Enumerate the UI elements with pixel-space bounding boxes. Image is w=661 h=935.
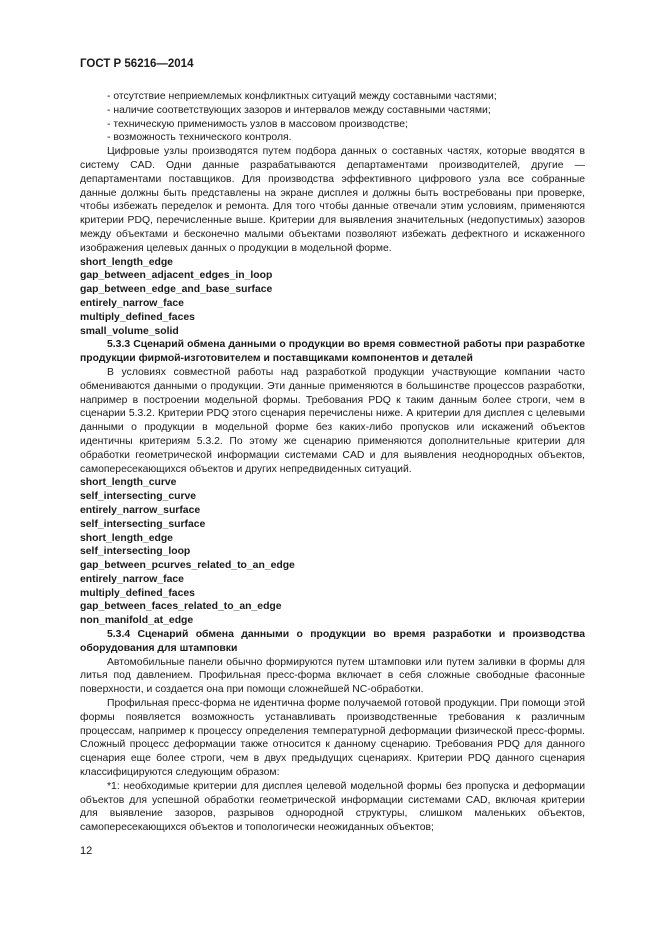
page-header: ГОСТ Р 56216—2014 (80, 58, 194, 70)
page-number: 12 (80, 845, 93, 857)
paragraph: В условиях совместной работы над разработкой продукции участвующие компании часто обмениваются данными о продукции. Эти данные применяются в большинстве процессов разработки, например в построении модельной формы. Требования PDQ к таким данным более строги, чем в сценарии 5.3.2. Критерии PDQ этого сценария перечислены ниже. А критерии для дисплея с целевыми данными о продукции в модельной форме без каких-либо пропусков или искажений объектов идентичны критериям 5.3.2. По этому же сценарию применяются дополнительные критерии для обработки геометрической информации системами CAD и для выявления неоднородных объектов, самопересекающихся объектов и других непредвиденных ситуаций. (80, 366, 585, 475)
criterion-item: gap_between_adjacent_edges_in_loop (80, 270, 273, 282)
criterion-item: entirely_narrow_surface (80, 504, 201, 516)
criterion-item: short_length_edge (80, 256, 173, 268)
criterion-item: self_intersecting_curve (80, 491, 197, 503)
list-item: - возможность технического контроля. (107, 132, 292, 144)
list-item: - техническую применимость узлов в массовом производстве; (107, 118, 408, 130)
paragraph: Цифровые узлы производятся путем подбора данных о составных частях, которые вводятся в систему CAD. Одни данные разрабатываются департаментами производителей, другие — департаментами поставщиков. Для производства эффективного цифрового узла все собранные данные должны быть представлены на экране дисплея и должны быть востребованы при проверке, чтобы избежать переделок и ремонта. Для того чтобы данные отвечали этим условиям, применяются критерии PDQ, перечисленные выше. Критерии для выявления значительных (недопустимых) зазоров между объектами и бесконечно малыми объектами позволяют избежать дефектного и искаженного изображения целевых данных о продукции в модельной форме. (80, 146, 585, 254)
criterion-item: entirely_narrow_face (80, 573, 184, 585)
criterion-item: gap_between_faces_related_to_an_edge (80, 601, 282, 613)
document-body (80, 90, 585, 835)
criterion-item: short_length_edge (80, 532, 173, 544)
section-heading-5-3-3: 5.3.3 Сценарий обмена данными о продукции во время совместной работы при разработке продукции фирмой-изготовителем и поставщиками компонентов и деталей (80, 339, 585, 365)
list-item: - отсутствие неприемлемых конфликтных ситуаций между составными частями; (107, 91, 497, 102)
criterion-item: non_manifold_at_edge (80, 615, 194, 627)
criterion-item: small_volume_solid (80, 325, 179, 337)
paragraph: *1: необходимые критерии для дисплея целевой модельной формы без пропуска и деформации объектов для успешной обработки геометрической информации системами CAD, включая критерии для выявление зазоров, разрывов однородной структуры, слишком маленьких объектов, самопересекающихся объектов и топологически неожиданных объектов; (80, 780, 585, 834)
criterion-item: entirely_narrow_face (80, 297, 184, 309)
criterion-item: self_intersecting_surface (80, 518, 206, 530)
paragraph: Профильная пресс-форма не идентична форме получаемой готовой продукции. При помощи этой формы появляется возможность устанавливать производственные требования к различным процессам, например к процессу определения температурной деформации физической пресс-формы. Сложный процесс деформации также относится к данному сценарию. Требования PDQ для данного сценария еще более строги, чем в двух предыдущих сценариях. Критерии PDQ данного сценария классифицируются следующим образом: (80, 698, 585, 779)
criterion-item: gap_between_pcurves_related_to_an_edge (80, 560, 295, 572)
criterion-item: multiply_defined_faces (80, 311, 195, 323)
paragraph: Автомобильные панели обычно формируются путем штамповки или путем заливки в формы для литья под давлением. Профильная пресс-форма включает в себя сложные свободные фасонные поверхности, и создается она при помощи сложнейшей NC-обработки. (80, 656, 585, 696)
criterion-item: self_intersecting_loop (80, 546, 191, 558)
criterion-item: multiply_defined_faces (80, 587, 195, 599)
list-item: - наличие соответствующих зазоров и интервалов между составными частями; (107, 104, 491, 116)
section-heading-5-3-4: 5.3.4 Сценарий обмена данными о продукции во время разработки и производства оборудования для штамповки (80, 629, 585, 654)
criterion-item: short_length_curve (80, 477, 177, 489)
criterion-item: gap_between_edge_and_base_surface (80, 284, 273, 296)
